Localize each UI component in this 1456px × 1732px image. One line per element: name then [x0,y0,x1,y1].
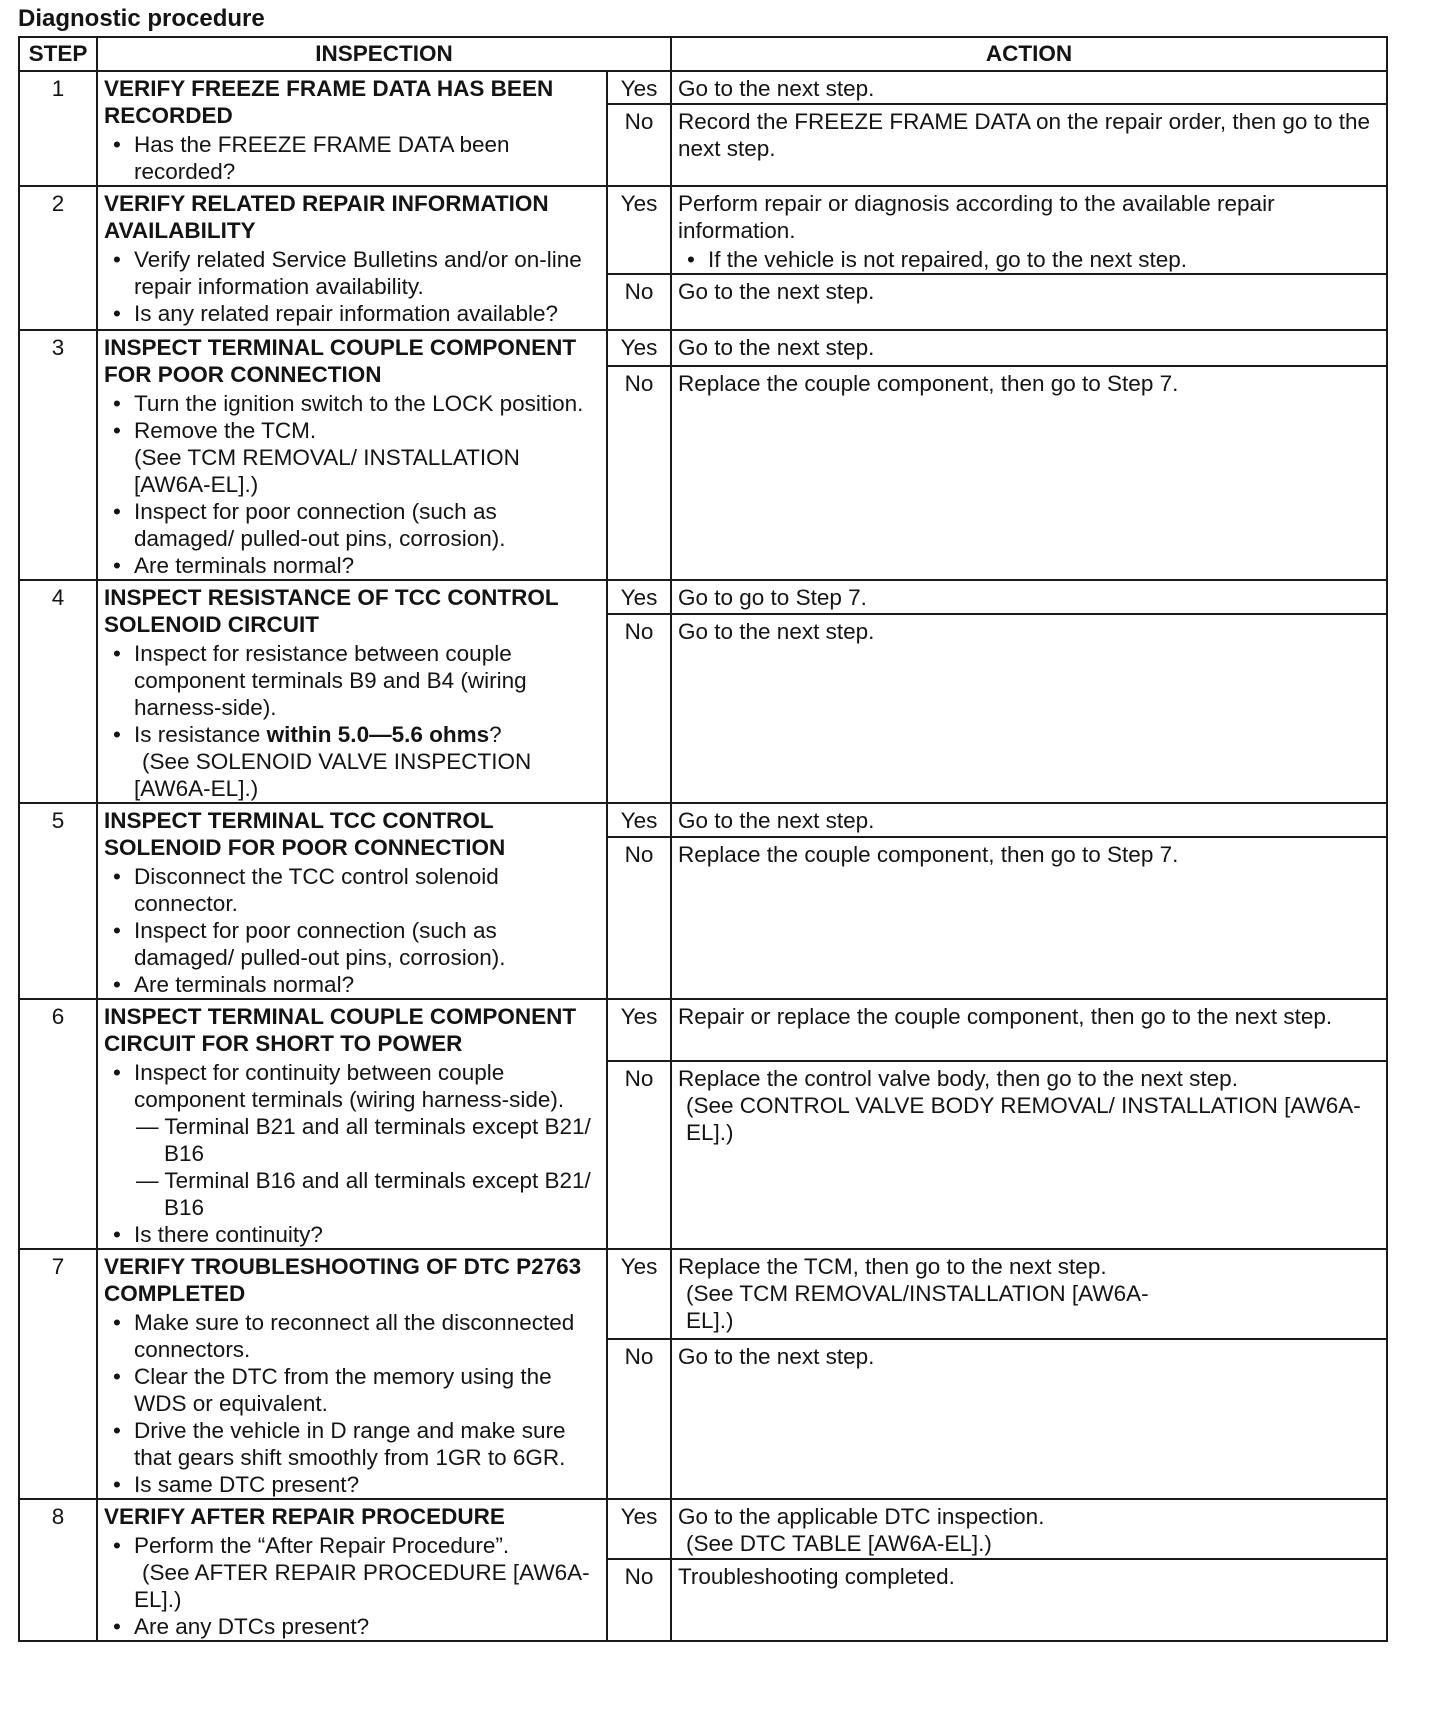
yes-label: Yes [607,1249,671,1339]
inspection-cell [97,580,607,803]
no-action: Go to the next step. [671,1339,1387,1499]
header-row [19,37,1387,71]
page-title: Diagnostic procedure [18,5,265,32]
question-prefix: Is resistance [134,722,267,747]
header-action: ACTION [671,37,1387,71]
yes-label: Yes [607,803,671,837]
bullet-item: • Disconnect the TCC control solenoid connector. [134,863,600,917]
inspection-cell [97,999,607,1249]
inspection-cell [97,1499,607,1641]
action-bullets [678,246,1380,273]
no-label: No [607,366,671,580]
no-action-cell [671,1061,1387,1249]
no-label: No [607,1559,671,1641]
inspection-heading: INSPECT TERMINAL COUPLE COMPONENT CIRCUIT FOR SHORT TO POWER [104,1004,577,1056]
bullet-item: • Is there continuity? [134,1221,600,1248]
bullet-item: • Are any DTCs present? [134,1613,600,1640]
inspection-bullets [104,1532,600,1640]
inspection-cell [97,71,607,186]
bullet-item [134,417,600,498]
no-label: No [607,104,671,186]
inspection-heading: VERIFY FREEZE FRAME DATA HAS BEEN RECORDED [104,76,554,128]
step-number: 4 [19,580,97,803]
step-number: 1 [19,71,97,186]
bullet-item: • Clear the DTC from the memory using the WDS or equivalent. [134,1363,600,1417]
yes-label: Yes [607,186,671,274]
inspection-cell [97,803,607,999]
question-suffix: ? [489,722,502,747]
bullet-item [134,1532,600,1613]
yes-action-cell [671,1249,1387,1339]
inspection-heading: VERIFY RELATED REPAIR INFORMATION AVAILABILITY [104,191,549,243]
reference-note: (See TCM REMOVAL/ INSTALLATION [AW6A-EL].) [134,445,520,497]
bullet-text: Perform the “After Repair Procedure”. [134,1533,510,1558]
reference-note: (See DTC TABLE [AW6A-EL].) [686,1531,992,1556]
bullet-item: • Turn the ignition switch to the LOCK position. [134,390,600,417]
inspection-cell [97,186,607,330]
no-action: Replace the couple component, then go to Step 7. [671,837,1387,999]
sub-item: — Terminal B16 and all terminals except B21/ B16 [136,1168,591,1220]
step-row [19,71,1387,104]
step-row [19,999,1387,1061]
no-action: Troubleshooting completed. [671,1559,1387,1641]
bullet-item: • Inspect for poor connection (such as damaged/ pulled-out pins, corrosion). [134,917,600,971]
bullet-item: • Are terminals normal? [134,971,600,998]
header-step: STEP [19,37,97,71]
header-inspection: INSPECTION [97,37,671,71]
bullet-item: • Make sure to reconnect all the disconnected connectors. [134,1309,600,1363]
inspection-heading: INSPECT TERMINAL COUPLE COMPONENT FOR POOR CONNECTION [104,335,577,387]
inspection-bullets [104,640,600,802]
yes-label: Yes [607,580,671,614]
step-row [19,803,1387,837]
bullet-item [134,1059,600,1221]
bullet-item: • Is any related repair information available? [134,300,600,327]
step-row [19,1249,1387,1339]
bullet-item: • Drive the vehicle in D range and make sure that gears shift smoothly from 1GR to 6GR. [134,1417,600,1471]
inspection-bullets [104,246,600,327]
bullet-item: • Verify related Service Bulletins and/or on-line repair information availability. [134,246,600,300]
inspection-bullets [104,131,600,185]
step-number: 5 [19,803,97,999]
yes-action-cell [671,1499,1387,1559]
inspection-cell [97,330,607,580]
inspection-bullets [104,1309,600,1498]
reference-note: (See TCM REMOVAL/INSTALLATION [AW6A-EL].) [686,1281,1149,1333]
step-number: 2 [19,186,97,330]
inspection-cell [97,1249,607,1499]
bullet-text: Inspect for continuity between couple component terminals (wiring harness-side). [134,1060,565,1112]
inspection-heading: INSPECT RESISTANCE OF TCC CONTROL SOLENOID CIRCUIT [104,585,559,637]
no-action: Replace the control valve body, then go to the next step. [678,1066,1238,1092]
reference-note: (See SOLENOID VALVE INSPECTION [AW6A-EL].) [134,749,532,801]
inspection-bullets [104,1059,600,1248]
step-row [19,580,1387,614]
bullet-item [134,721,600,802]
sub-item: — Terminal B21 and all terminals except B21/ B16 [136,1114,591,1166]
step-number: 3 [19,330,97,580]
no-label: No [607,1339,671,1499]
no-action: Replace the couple component, then go to Step 7. [671,366,1387,580]
yes-action: Go to the next step. [671,71,1387,104]
no-label: No [607,274,671,330]
yes-label: Yes [607,999,671,1061]
step-row [19,1499,1387,1559]
no-label: No [607,614,671,803]
inspection-heading: INSPECT TERMINAL TCC CONTROL SOLENOID FOR POOR CONNECTION [104,808,506,860]
step-number: 6 [19,999,97,1249]
bullet-text: Remove the TCM. [134,418,317,443]
bullet-item: • If the vehicle is not repaired, go to the next step. [708,246,1380,273]
bullet-item: • Inspect for poor connection (such as damaged/ pulled-out pins, corrosion). [134,498,600,552]
yes-action: Perform repair or diagnosis according to the available repair information. [678,191,1275,243]
bullet-item: • Inspect for resistance between couple component terminals B9 and B4 (wiring harness-side). [134,640,600,721]
inspection-bullets [104,863,600,998]
reference-note: (See CONTROL VALVE BODY REMOVAL/ INSTALLATION [AW6A-EL].) [686,1093,1361,1146]
yes-action: Go to the applicable DTC inspection. [678,1504,1045,1529]
yes-action: Go to the next step. [671,803,1387,837]
yes-label: Yes [607,330,671,366]
yes-label: Yes [607,71,671,104]
yes-action: Go to go to Step 7. [671,580,1387,614]
reference-note: (See AFTER REPAIR PROCEDURE [AW6A-EL].) [134,1560,590,1612]
no-action: Go to the next step. [671,614,1387,803]
step-number: 8 [19,1499,97,1641]
yes-action: Repair or replace the couple component, then go to the next step. [671,999,1387,1061]
step-number: 7 [19,1249,97,1499]
question-spec: within 5.0—5.6 ohms [266,722,490,747]
inspection-heading: VERIFY AFTER REPAIR PROCEDURE [104,1504,505,1529]
yes-action: Replace the TCM, then go to the next step. [678,1254,1107,1279]
bullet-item: • Is same DTC present? [134,1471,600,1498]
no-label: No [607,837,671,999]
bullet-item: • Has the FREEZE FRAME DATA been recorded? [134,131,600,185]
inspection-heading: VERIFY TROUBLESHOOTING OF DTC P2763 COMPLETED [104,1254,582,1306]
diagnostic-procedure-table [18,36,1388,1642]
no-action: Record the FREEZE FRAME DATA on the repair order, then go to the next step. [671,104,1387,186]
bullet-item: • Are terminals normal? [134,552,600,579]
inspection-bullets [104,390,600,579]
no-action: Go to the next step. [671,274,1387,330]
step-row [19,186,1387,274]
yes-action-cell [671,186,1387,274]
yes-action: Go to the next step. [671,330,1387,366]
step-row [19,330,1387,366]
no-label: No [607,1061,671,1249]
yes-label: Yes [607,1499,671,1559]
